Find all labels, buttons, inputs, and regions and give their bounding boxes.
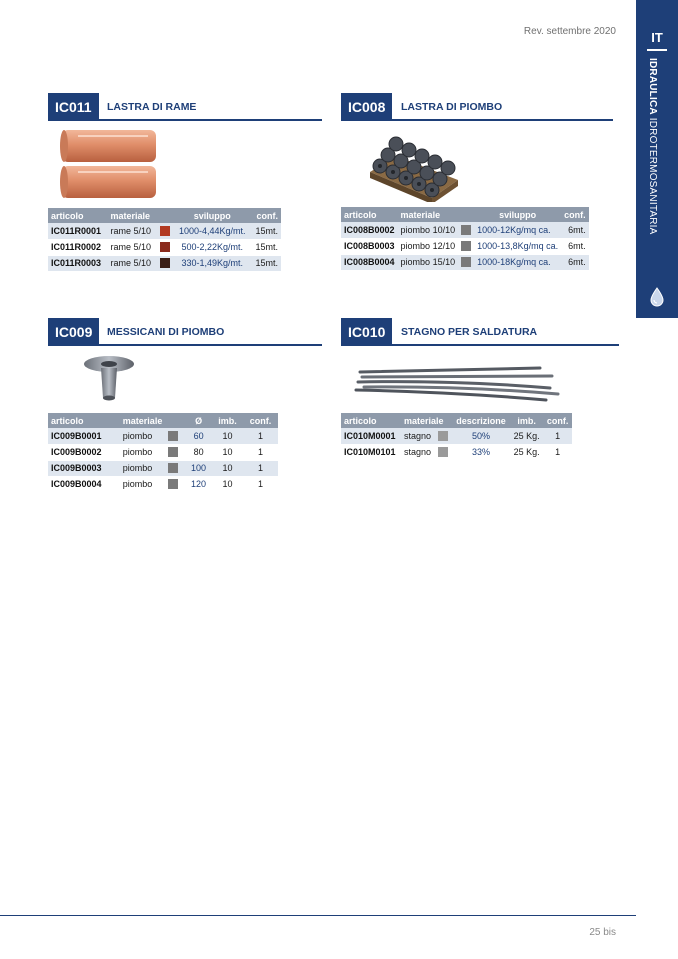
color-swatch [458,222,474,238]
cell-imb: 10 [212,428,243,444]
col-materiale: materiale [398,207,475,222]
product-code: IC009 [48,318,99,346]
col-diametro: Ø [185,413,212,428]
cell-materiale: rame 5/10 [107,239,156,255]
col-imb: imb. [510,413,543,428]
cell-materiale: stagno [401,444,435,460]
table-row [341,444,572,460]
section-header [48,318,322,346]
cell-materiale: piombo 12/10 [398,238,459,254]
col-sviluppo: sviluppo [174,208,251,223]
cell-imb: 25 Kg. [510,444,543,460]
col-articolo: articolo [341,413,401,428]
cell-articolo: IC009B0002 [48,444,120,460]
product-code: IC008 [341,93,392,121]
color-swatch [165,444,185,460]
table-row [48,223,281,239]
cell-articolo: IC011R0003 [48,255,107,271]
cell-conf: 1 [243,460,278,476]
cell-articolo: IC009B0003 [48,460,120,476]
cell-imb: 10 [212,476,243,492]
section-rule [341,344,619,346]
table-row [48,476,278,492]
cell-conf: 15mt. [251,239,281,255]
col-sviluppo: sviluppo [474,207,561,222]
cell-materiale: piombo 10/10 [398,222,459,238]
table-row [341,428,572,444]
table-row [341,222,589,238]
col-imb: imb. [212,413,243,428]
table-ic008 [341,207,589,271]
col-articolo: articolo [341,207,398,222]
cell-sviluppo: 1000-18Kg/mq ca. [474,254,561,270]
col-articolo: articolo [48,413,120,428]
color-swatch [165,428,185,444]
col-materiale: materiale [120,413,185,428]
section-rule [341,119,613,121]
cell-sviluppo: 1000-12Kg/mq ca. [474,222,561,238]
col-materiale: materiale [401,413,452,428]
cell-conf: 6mt. [561,238,589,254]
table-row [48,255,281,271]
cell-imb: 10 [212,444,243,460]
water-drop-icon [650,287,664,307]
cell-articolo: IC011R0002 [48,239,107,255]
cell-materiale: stagno [401,428,435,444]
cell-conf: 1 [243,428,278,444]
cell-diametro: 80 [185,444,212,460]
cell-articolo: IC009B0004 [48,476,120,492]
product-title: STAGNO PER SALDATURA [401,326,538,338]
table-row [341,254,589,270]
revision-date: Rev. settembre 2020 [523,26,616,37]
cell-articolo: IC010M0001 [341,428,401,444]
category-side-tab [636,0,678,318]
color-swatch [165,460,185,476]
col-descrizione: descrizione [452,413,510,428]
table-ic009 [48,413,278,493]
section-header [341,93,613,121]
col-materiale: materiale [107,208,173,223]
cell-conf: 6mt. [561,222,589,238]
col-conf: conf. [251,208,281,223]
cell-articolo: IC009B0001 [48,428,120,444]
table-row [48,239,281,255]
cell-conf: 15mt. [251,255,281,271]
cell-sviluppo: 1000-13,8Kg/mq ca. [474,238,561,254]
product-title: LASTRA DI RAME [107,101,197,113]
product-title: LASTRA DI PIOMBO [401,101,503,113]
cell-imb: 10 [212,460,243,476]
section-rule [48,344,322,346]
color-swatch [458,238,474,254]
table-row [341,238,589,254]
footer-rule [0,915,636,916]
cell-descrizione: 33% [452,444,510,460]
cell-articolo: IC008B0002 [341,222,398,238]
cell-diametro: 100 [185,460,212,476]
cell-articolo: IC011R0001 [48,223,107,239]
language-label: IT [651,30,663,45]
section-ic011 [48,93,322,121]
color-swatch [157,239,174,255]
table-ic011 [48,208,281,272]
cell-materiale: piombo [120,460,165,476]
table-row [48,460,278,476]
table-row [48,428,278,444]
section-ic009 [48,318,322,346]
section-header [341,318,619,346]
cell-materiale: rame 5/10 [107,223,156,239]
cell-materiale: piombo [120,444,165,460]
language-divider [647,49,667,51]
cell-articolo: IC008B0003 [341,238,398,254]
table-ic010 [341,413,572,461]
cell-conf: 1 [243,476,278,492]
page-number: 25 bis [589,927,616,938]
cell-sviluppo: 500-2,22Kg/mt. [174,239,251,255]
cell-imb: 25 Kg. [510,428,543,444]
col-conf: conf. [243,413,278,428]
cell-articolo: IC010M0101 [341,444,401,460]
lead-sheet-rolls-image [366,128,462,202]
color-swatch [435,428,452,444]
section-ic008 [341,93,613,121]
cell-conf: 15mt. [251,223,281,239]
cell-descrizione: 50% [452,428,510,444]
cell-materiale: piombo 15/10 [398,254,459,270]
cell-sviluppo: 1000-4,44Kg/mt. [174,223,251,239]
product-title: MESSICANI DI PIOMBO [107,326,225,338]
col-conf: conf. [561,207,589,222]
color-swatch [458,254,474,270]
cell-materiale: rame 5/10 [107,255,156,271]
color-swatch [157,255,174,271]
cell-materiale: piombo [120,428,165,444]
cell-diametro: 120 [185,476,212,492]
color-swatch [165,476,185,492]
lead-roof-flange-image [82,354,136,404]
cell-materiale: piombo [120,476,165,492]
product-code: IC010 [341,318,392,346]
col-articolo: articolo [48,208,107,223]
cell-articolo: IC008B0004 [341,254,398,270]
section-ic010 [341,318,619,346]
cell-sviluppo: 330-1,49Kg/mt. [174,255,251,271]
section-rule [48,119,322,121]
copper-sheet-rolls-image [58,128,160,200]
cell-conf: 6mt. [561,254,589,270]
cell-conf: 1 [543,428,572,444]
cell-diametro: 60 [185,428,212,444]
solder-rods-image [354,364,562,404]
table-row [48,444,278,460]
product-code: IC011 [48,93,99,121]
color-swatch [435,444,452,460]
color-swatch [157,223,174,239]
cell-conf: 1 [243,444,278,460]
section-header [48,93,322,121]
col-conf: conf. [543,413,572,428]
cell-conf: 1 [543,444,572,460]
category-label: IDRAULICA IDROTERMOSANITARIA [647,58,658,235]
